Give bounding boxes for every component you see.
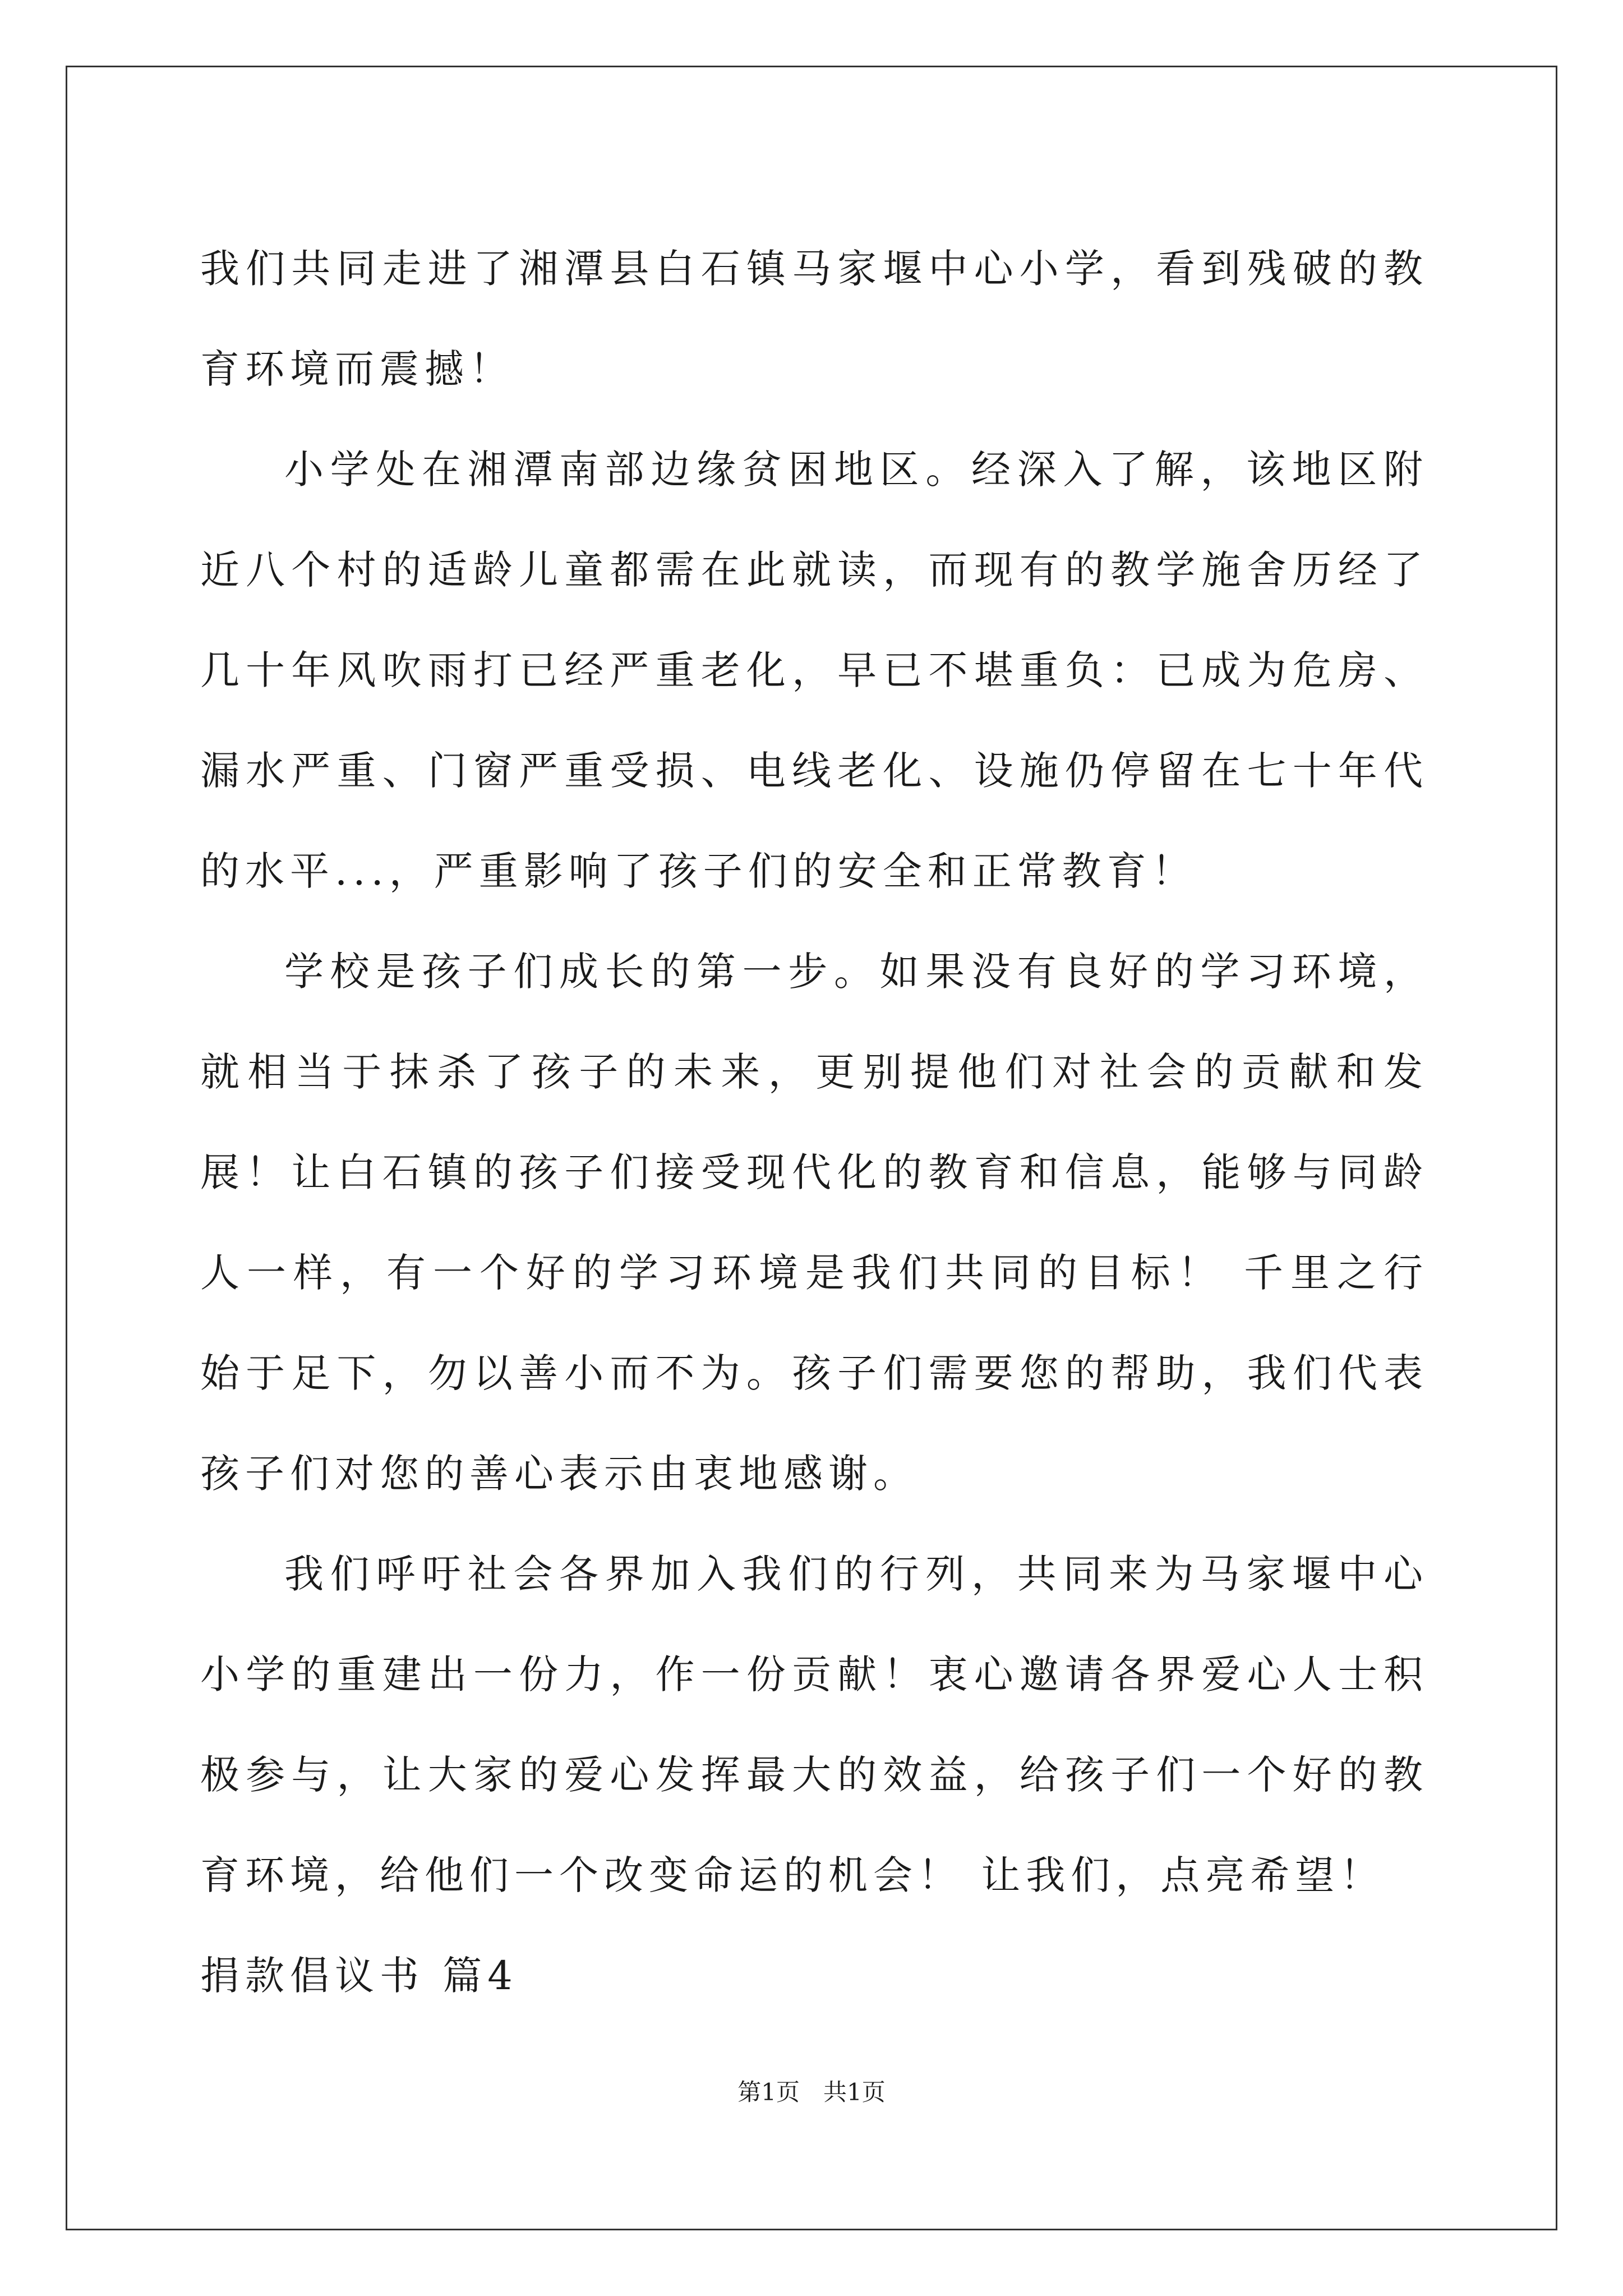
section-heading: 捐款倡议书 篇4 [200, 1953, 518, 1999]
page-footer: 第1页 共1页 [737, 2078, 886, 2106]
paragraph-4: 我们呼吁社会各界加入我们的行列，共同来为马家堰中心小学的重建出一份力，作一份贡献！衷心邀请各界爱心人士积极参与，让大家的爱心发挥最大的效益，给孩子们一个好的教育环境，给他们一个改变命运的机会！ 让我们，点亮希望！ [200, 1551, 1428, 1898]
paragraph-1: 我们共同走进了湘潭县白石镇马家堰中心小学，看到残破的教育环境而震撼！ [200, 246, 1428, 392]
paragraph-2: 小学处在湘潭南部边缘贫困地区。经深入了解，该地区附近八个村的适龄儿童都需在此就读，而现有的教学施舍历经了几十年风吹雨打已经严重老化，早已不堪重负：已成为危房、漏水严重、门窗严重受损、电线老化、设施仍停留在七十年代的水平...，严重影响了孩子们的安全和正常教育！ [200, 447, 1428, 894]
document-body [200, 219, 1428, 2026]
paragraph-3: 学校是孩子们成长的第一步。如果没有良好的学习环境，就相当于抹杀了孩子的未来，更别提他们对社会的贡献和发展！让白石镇的孩子们接受现代化的教育和信息，能够与同龄人一样，有一个好的学习环境是我们共同的目标！ 千里之行始于足下，勿以善小而不为。孩子们需要您的帮助，我们代表孩子们对您的善心表示由衷地感谢。 [200, 949, 1428, 1497]
